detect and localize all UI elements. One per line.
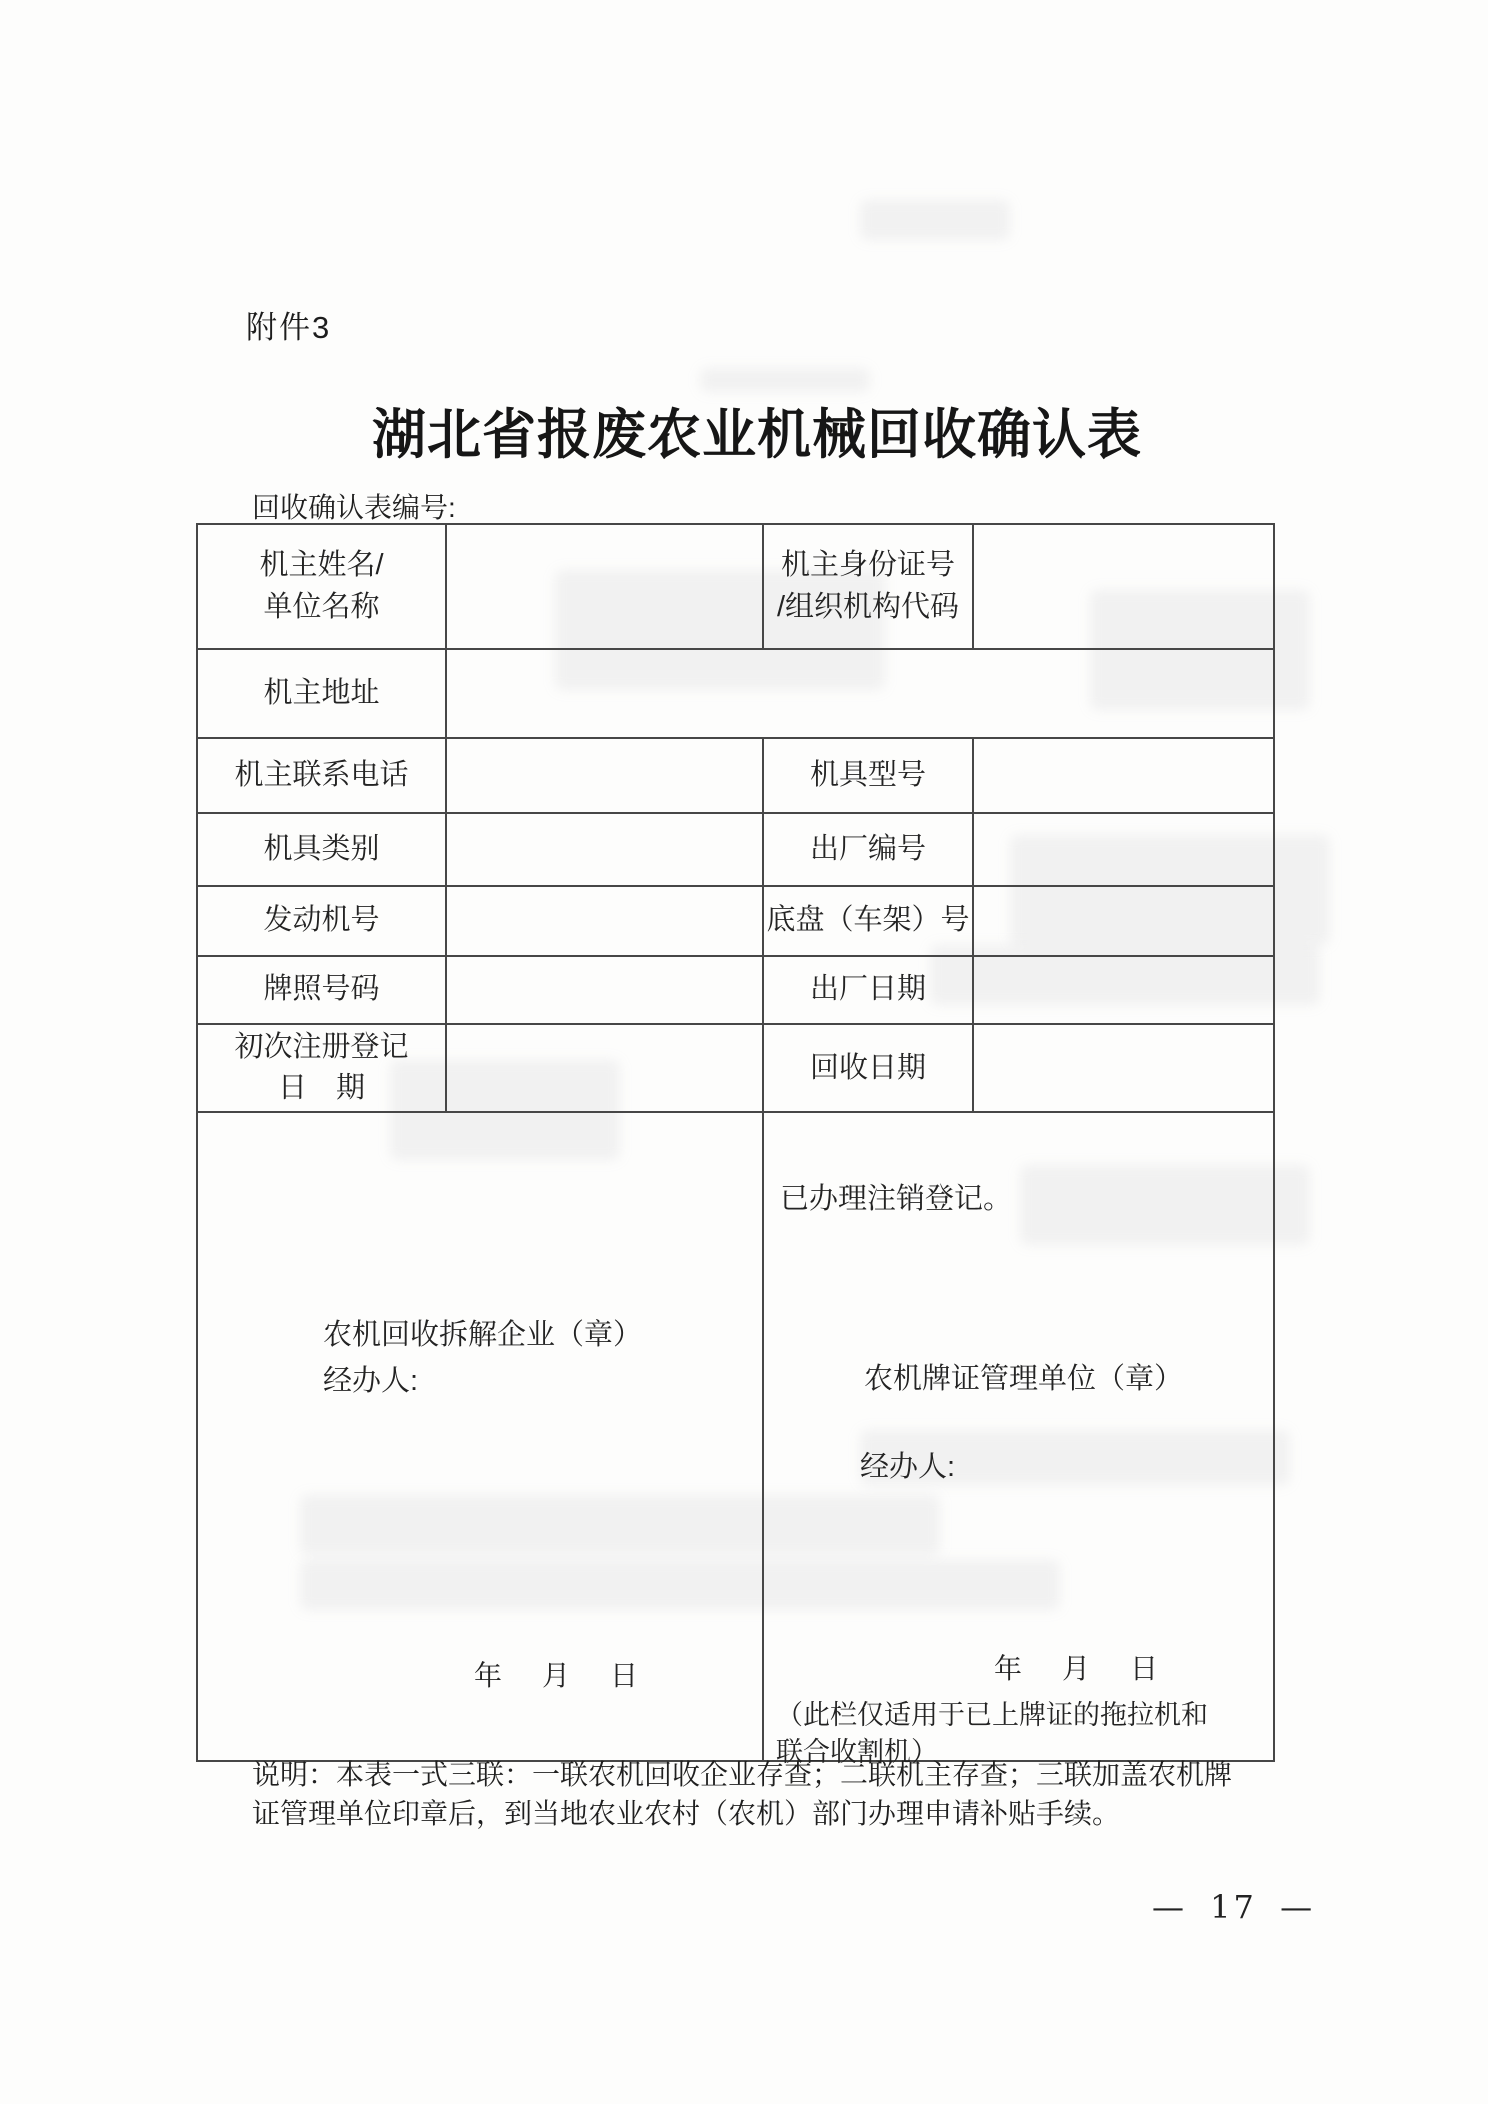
license-authority-operator-line: 经办人: (860, 1451, 956, 1484)
page-number: — 17 — (1152, 1888, 1316, 1926)
signature-cell-license-authority (763, 1112, 1274, 1768)
form-title: 湖北省报废农业机械回收确认表 (372, 405, 1142, 465)
table-row (197, 956, 1274, 1024)
recycling-confirmation-table (196, 523, 1275, 1768)
field-label-owner-phone: 机主联系电话 (197, 738, 446, 813)
field-label-engine-number: 发动机号 (197, 886, 446, 956)
field-label-owner-id-code: 机主身份证号 /组织机构代码 (763, 524, 973, 649)
field-label-first-registration-date: 初次注册登记 日 期 (197, 1024, 446, 1112)
field-value-engine-number (446, 886, 763, 956)
field-label-license-plate: 牌照号码 (197, 956, 446, 1024)
applicability-note: （此栏仅适用于已上牌证的拖拉机和 联合收割机） (776, 1700, 1208, 1768)
license-authority-date-line: 年 月 日 (994, 1653, 1165, 1685)
field-value-owner-id-code (973, 524, 1274, 649)
deregistration-status-note: 已办理注销登记。 (780, 1183, 1013, 1216)
recycling-company-seal-line: 农机回收拆解企业（章） (323, 1319, 643, 1352)
signature-cell-recycling-company (197, 1112, 763, 1761)
table-row (197, 886, 1274, 956)
field-value-owner-phone (446, 738, 763, 813)
field-label-factory-date: 出厂日期 (763, 956, 973, 1024)
field-label-machine-category: 机具类别 (197, 813, 446, 886)
field-value-recycling-date (973, 1024, 1274, 1112)
field-value-owner-address (446, 649, 1274, 738)
table-row (197, 738, 1274, 813)
field-value-first-registration-date (446, 1024, 763, 1112)
bleed-through-artifact (860, 200, 1010, 240)
field-value-license-plate (446, 956, 763, 1024)
table-row (197, 813, 1274, 886)
recycling-company-operator-line: 经办人: (323, 1365, 419, 1398)
recycling-company-date-line: 年 月 日 (474, 1660, 645, 1692)
attachment-label: 附件3 (246, 310, 332, 345)
field-value-machine-model (973, 738, 1274, 813)
field-value-owner-name (446, 524, 763, 649)
license-authority-seal-line: 农机牌证管理单位（章） (864, 1363, 1184, 1396)
bleed-through-artifact (700, 368, 870, 392)
table-row-signatures (197, 1112, 1274, 1761)
field-value-chassis-number (973, 886, 1274, 956)
field-label-recycling-date: 回收日期 (763, 1024, 973, 1112)
field-label-factory-number: 出厂编号 (763, 813, 973, 886)
form-number-label: 回收确认表编号: (252, 492, 456, 523)
footer-instructions: 说明：本表一式三联：一联农机回收企业存查；二联机主存查；三联加盖农机牌 证管理单位印章后，到当地农业农村（农机）部门办理申请补贴手续。 (252, 1759, 1233, 1829)
field-label-chassis-number: 底盘（车架）号 (763, 886, 973, 956)
table-row (197, 1024, 1274, 1112)
field-label-owner-name: 机主姓名/ 单位名称 (197, 524, 446, 649)
field-label-machine-model: 机具型号 (763, 738, 973, 813)
field-value-factory-number (973, 813, 1274, 886)
field-label-owner-address: 机主地址 (197, 649, 446, 738)
field-value-machine-category (446, 813, 763, 886)
field-value-factory-date (973, 956, 1274, 1024)
table-row (197, 649, 1274, 738)
table-row (197, 524, 1274, 649)
